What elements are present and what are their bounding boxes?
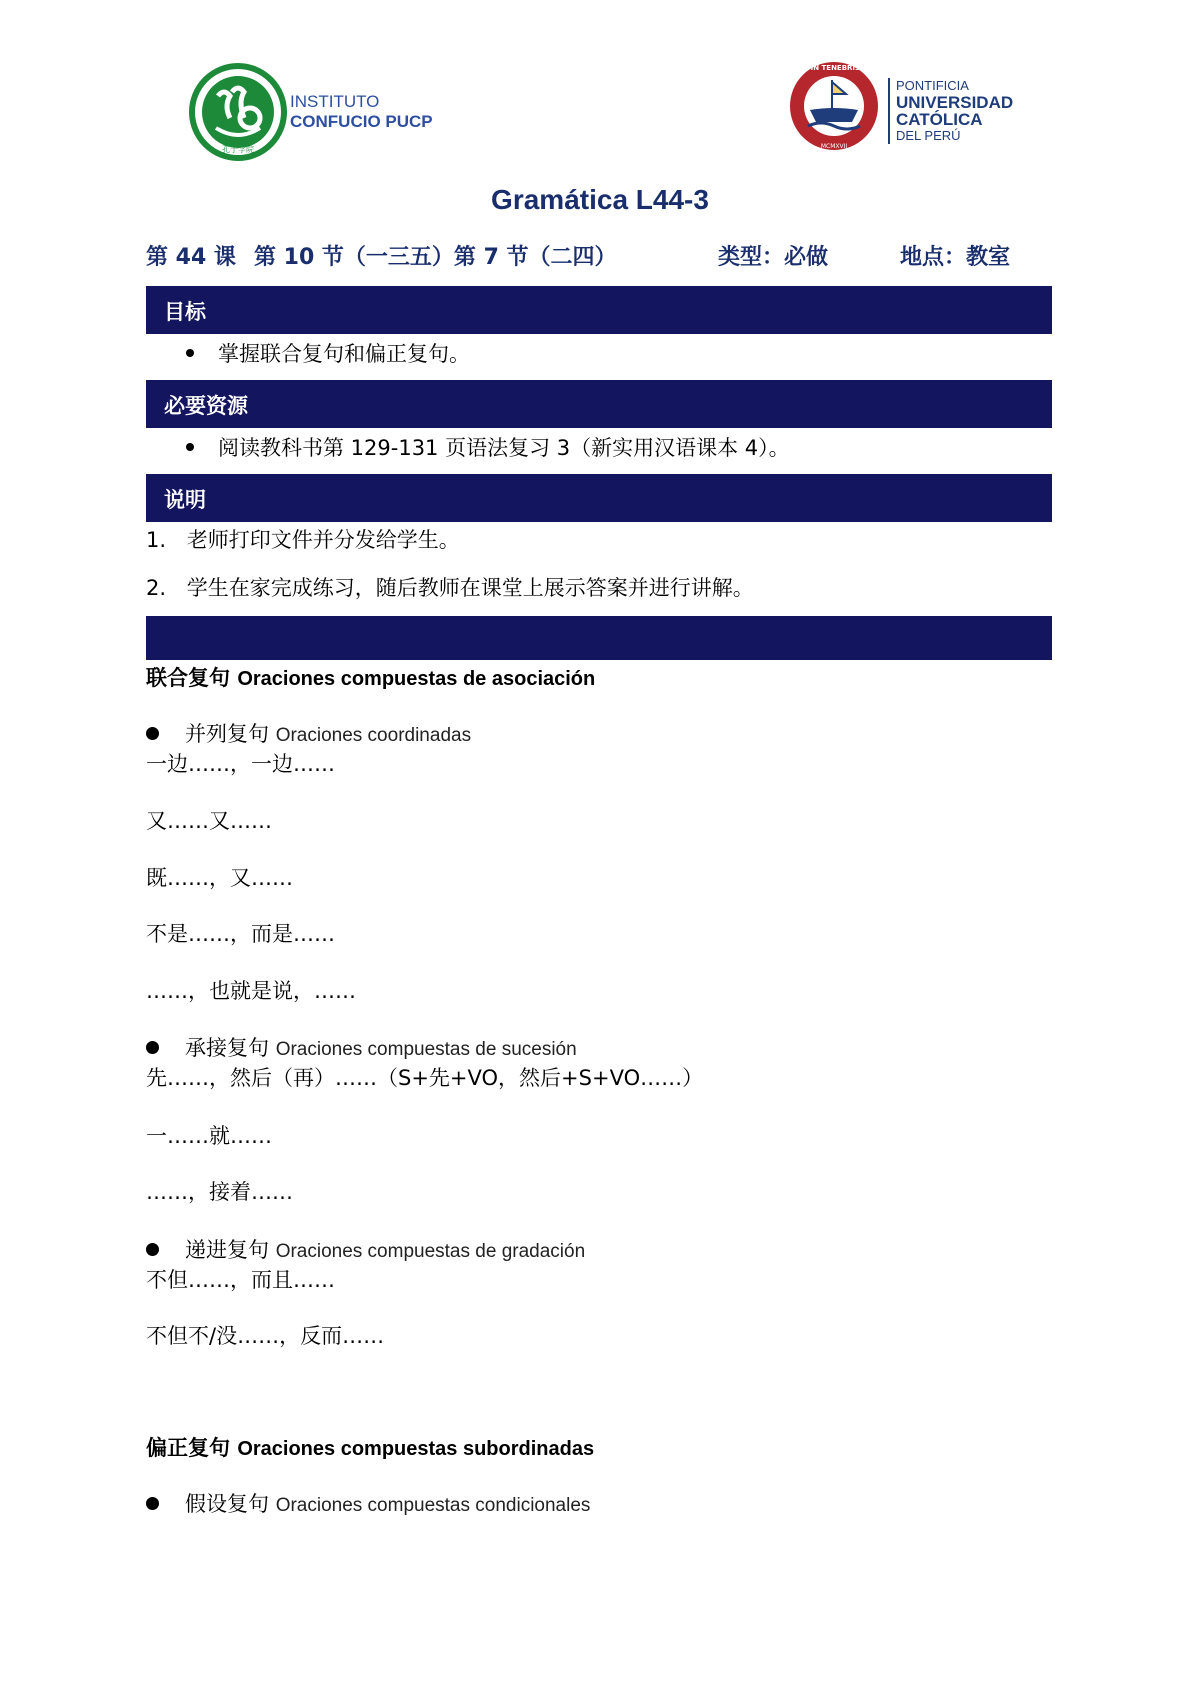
logo-line-pontificia: PONTIFICIA — [896, 78, 969, 93]
seal-text: 孔子学院 — [222, 145, 254, 154]
group-es: Oraciones compuestas de sucesión — [275, 1039, 577, 1060]
instruction-item-2 — [146, 572, 754, 602]
group-es: Oraciones coordinadas — [275, 725, 472, 746]
pattern: 不但……，而且…… — [146, 1268, 335, 1292]
pattern: 不但不/没……，反而…… — [146, 1324, 385, 1348]
pattern: 既……，又…… — [146, 866, 293, 890]
logo-line-universidad: UNIVERSIDAD — [896, 93, 1014, 112]
pucp-logo — [786, 58, 1036, 158]
goal-heading: 目标 — [164, 300, 206, 324]
pattern: 又……又…… — [146, 809, 272, 833]
resources-heading: 必要资源 — [164, 394, 248, 418]
content-bar — [146, 616, 1052, 660]
group-zh: 并列复句 — [185, 722, 269, 746]
resources-item-text: 阅读教科书第 129-131 页语法复习 3（新实用汉语课本 4）。 — [218, 436, 790, 460]
seal-year: MCMXVII — [820, 143, 848, 150]
instruction-text: 老师打印文件并分发给学生。 — [186, 528, 460, 552]
section-heading-es: Oraciones compuestas subordinadas — [237, 1438, 595, 1460]
pattern: ……，接着…… — [146, 1180, 293, 1204]
instruction-text: 学生在家完成练习，随后教师在课堂上展示答案并进行讲解。 — [186, 576, 754, 600]
section-heading-zh: 偏正复句 — [146, 1436, 230, 1460]
logo-line-del-peru: DEL PERÚ — [896, 128, 961, 143]
bullet-icon — [146, 1497, 159, 1510]
bullet-icon — [186, 349, 194, 357]
seal-motto: ET LUX IN TENEBRIS LUCET — [786, 64, 882, 72]
resources-bar — [146, 380, 1052, 428]
pucp-seal-icon — [786, 58, 882, 154]
group-heading-gradacion — [146, 1234, 585, 1264]
page-title: Gramática L44-3 — [491, 184, 709, 215]
pattern: 先……，然后（再）……（S+先+VO，然后+S+VO……） — [146, 1066, 704, 1090]
instructions-bar — [146, 474, 1052, 522]
bullet-icon — [146, 1243, 159, 1256]
resources-item — [186, 432, 790, 462]
confucius-seal-icon — [188, 62, 288, 162]
bullet-icon — [146, 727, 159, 740]
bullet-icon — [146, 1041, 159, 1054]
group-es: Oraciones compuestas de gradación — [275, 1241, 586, 1262]
pattern: 一……就…… — [146, 1124, 272, 1148]
section-heading-asociacion — [146, 662, 595, 692]
section-heading-subordinadas — [146, 1432, 594, 1462]
lesson-type: 类型：必做 — [718, 245, 829, 270]
instruction-number: 2. — [146, 576, 167, 600]
group-heading-sucesion — [146, 1032, 577, 1062]
group-zh: 承接复句 — [185, 1036, 269, 1060]
lesson-place: 地点：教室 — [900, 245, 1011, 270]
group-heading-condicionales — [146, 1488, 590, 1518]
group-zh: 假设复句 — [185, 1492, 269, 1516]
group-heading-coordinadas — [146, 718, 471, 748]
logo-line-catolica: CATÓLICA — [896, 110, 983, 129]
goal-bar — [146, 286, 1052, 334]
pattern: ……，也就是说，…… — [146, 979, 356, 1003]
instruction-number: 1. — [146, 528, 167, 552]
group-zh: 递进复句 — [185, 1238, 269, 1262]
logo-line-confucio: CONFUCIO PUCP — [290, 112, 433, 131]
goal-item — [186, 338, 470, 368]
confucio-pucp-logo — [188, 62, 458, 162]
lesson-number: 第 44 课 — [146, 245, 236, 270]
pattern: 一边……，一边…… — [146, 752, 335, 776]
instructions-heading: 说明 — [164, 488, 206, 512]
pattern: 不是……，而是…… — [146, 922, 335, 946]
section-heading-zh: 联合复句 — [146, 666, 230, 690]
bullet-icon — [186, 443, 194, 451]
group-es: Oraciones compuestas condicionales — [275, 1495, 591, 1516]
lesson-sections: 第 10 节（一三五）第 7 节（二四） — [254, 245, 617, 270]
section-heading-es: Oraciones compuestas de asociación — [237, 668, 596, 690]
instruction-item-1 — [146, 524, 460, 554]
logo-line-instituto: INSTITUTO — [290, 92, 380, 111]
goal-item-text: 掌握联合复句和偏正复句。 — [218, 342, 470, 366]
